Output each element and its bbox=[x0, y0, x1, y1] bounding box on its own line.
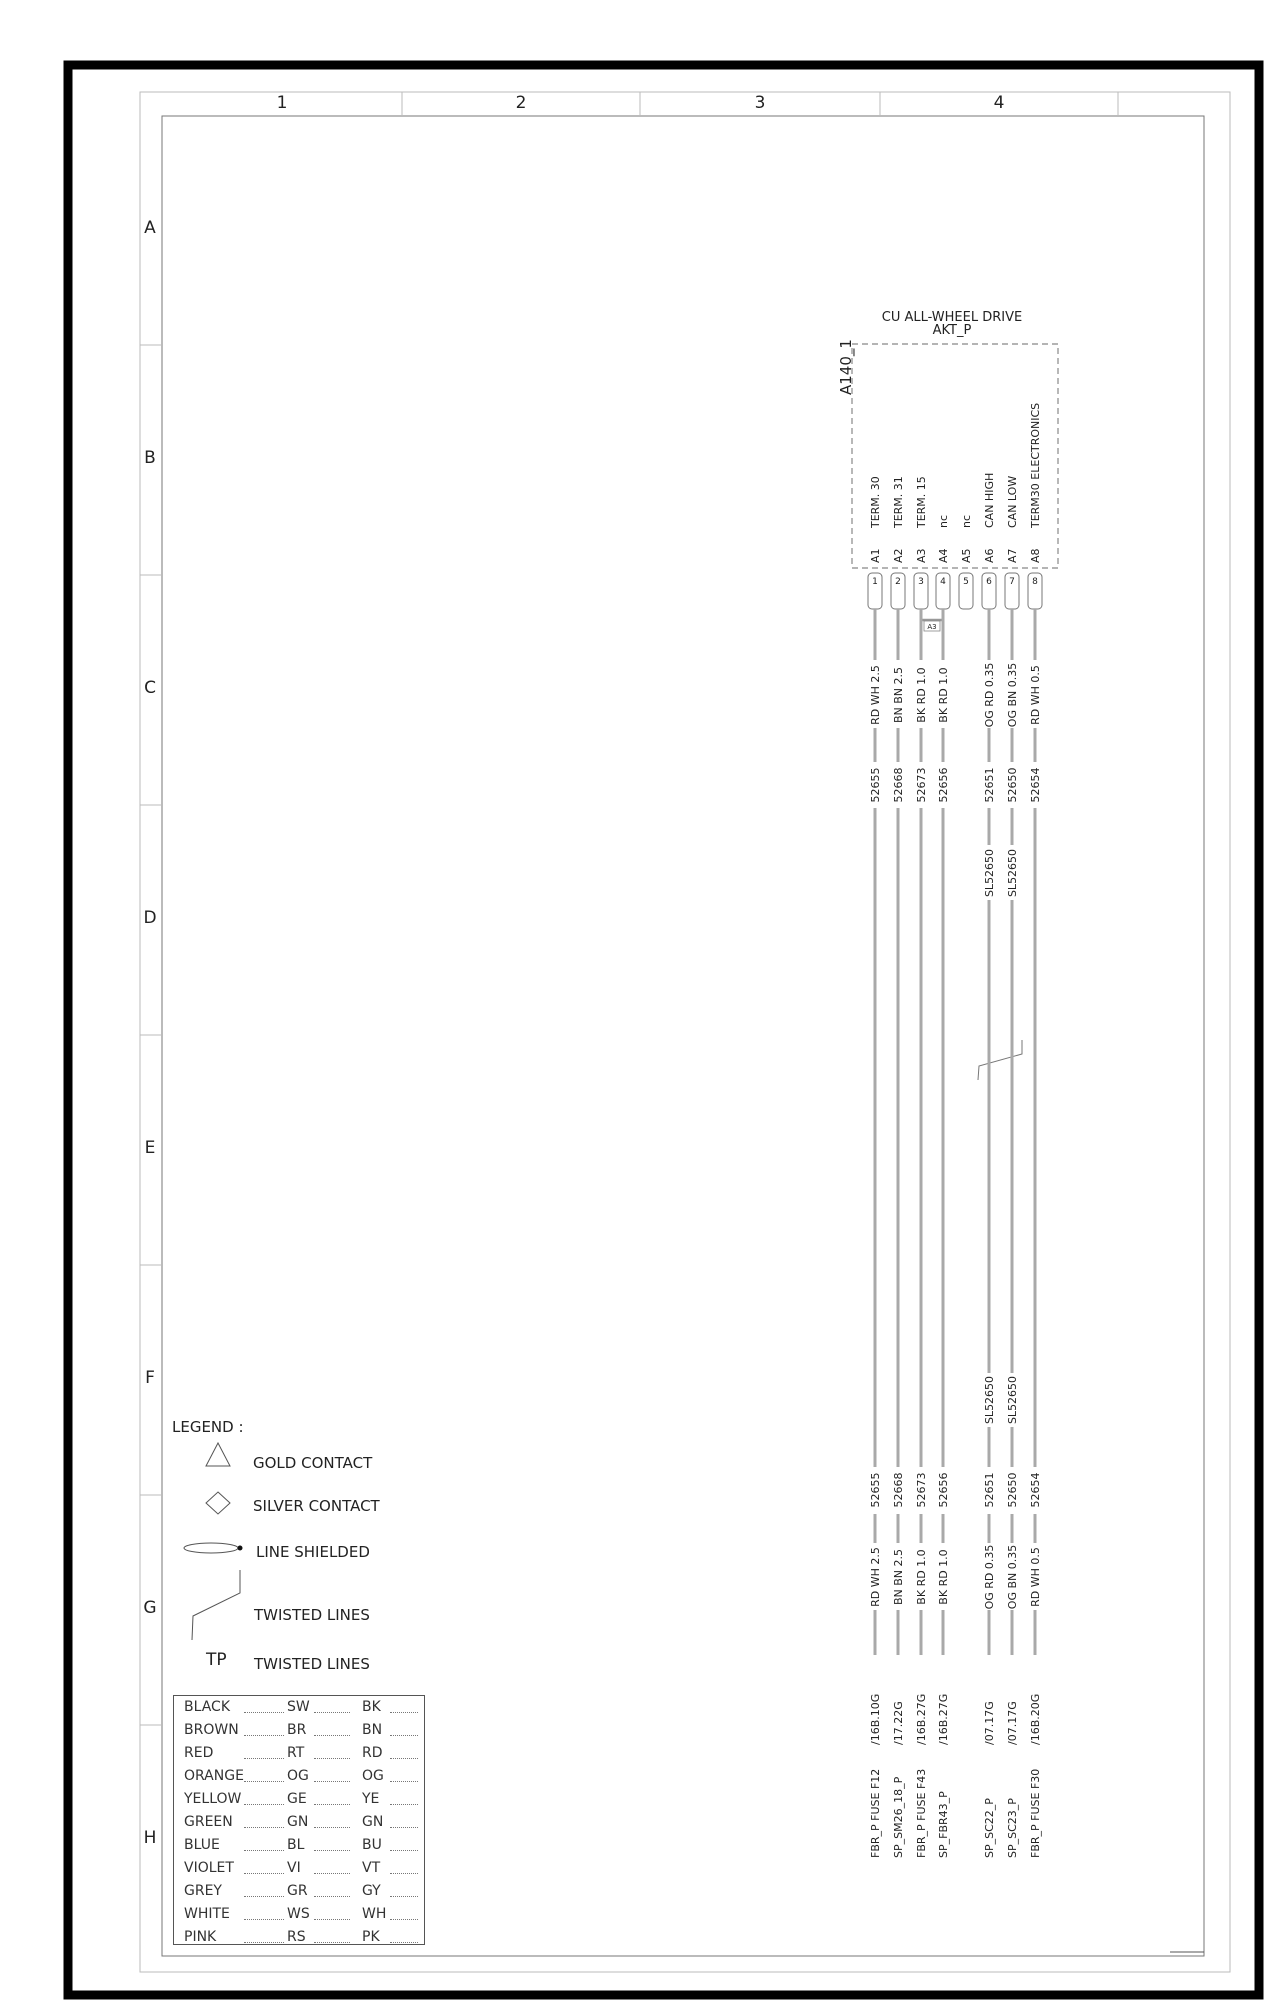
pin-id-label: A2 bbox=[892, 548, 905, 563]
wire-spec-label: RD WH 2.5 bbox=[869, 665, 882, 725]
color-code-en: GY bbox=[362, 1883, 381, 1899]
leader-dots bbox=[314, 1942, 350, 1943]
leader-dots bbox=[244, 1919, 284, 1920]
pin-function-label: TERM30 ELECTRONICS bbox=[1029, 402, 1042, 528]
wire-page-ref: /07.17G bbox=[983, 1701, 996, 1745]
color-name: ORANGE bbox=[184, 1768, 244, 1784]
silver-contact-icon bbox=[206, 1492, 230, 1514]
color-code-de: BR bbox=[287, 1722, 307, 1738]
leader-dots bbox=[390, 1758, 418, 1759]
pin-id-label: A5 bbox=[960, 548, 973, 563]
pin-function-label: CAN LOW bbox=[1006, 475, 1019, 528]
legend-line-shielded-label: LINE SHIELDED bbox=[256, 1543, 370, 1561]
wire-id-label: 52656 bbox=[937, 767, 950, 803]
column-label-4: 4 bbox=[993, 93, 1005, 113]
column-label-1: 1 bbox=[276, 93, 288, 113]
row-label-h: H bbox=[143, 1828, 157, 1848]
color-code-de: RT bbox=[287, 1745, 305, 1761]
leader-dots bbox=[244, 1827, 284, 1828]
drawing-border bbox=[162, 116, 1204, 1956]
leader-dots bbox=[314, 1712, 350, 1713]
color-code-de: BL bbox=[287, 1837, 305, 1853]
leader-dots bbox=[314, 1781, 350, 1782]
line-shielded-icon bbox=[184, 1543, 238, 1553]
color-code-de: GR bbox=[287, 1883, 308, 1899]
color-code-de: VI bbox=[287, 1860, 301, 1876]
leader-dots bbox=[244, 1850, 284, 1851]
color-code-row bbox=[174, 1765, 424, 1788]
pins-layer bbox=[868, 403, 1042, 609]
row-label-e: E bbox=[144, 1138, 156, 1158]
leader-dots bbox=[244, 1712, 284, 1713]
wire-id-label-lower: 52655 bbox=[869, 1472, 882, 1508]
pin-number: 6 bbox=[986, 577, 992, 587]
wire-spec-label: OG BN 0.35 bbox=[1006, 662, 1019, 728]
color-name: GREEN bbox=[184, 1814, 233, 1830]
color-code-row bbox=[174, 1811, 424, 1834]
color-code-en: YE bbox=[362, 1791, 380, 1807]
wire-id-label: 52655 bbox=[869, 767, 882, 803]
wires-layer bbox=[869, 609, 1042, 1858]
color-code-de: OG bbox=[287, 1768, 309, 1784]
wire-id-label: 52668 bbox=[892, 767, 905, 803]
column-label-2: 2 bbox=[515, 93, 527, 113]
color-code-en: RD bbox=[362, 1745, 383, 1761]
leader-dots bbox=[244, 1804, 284, 1805]
color-code-en: WH bbox=[362, 1906, 387, 1922]
legend-tp-symbol: TP bbox=[206, 1650, 227, 1670]
wire-spec-label-lower: OG RD 0.35 bbox=[983, 1544, 996, 1610]
leader-dots bbox=[314, 1850, 350, 1851]
leader-dots bbox=[314, 1919, 350, 1920]
wire-page-ref: /16B.20G bbox=[1029, 1693, 1042, 1745]
wire-page-ref: /16B.10G bbox=[869, 1693, 882, 1745]
component-title: CU ALL-WHEEL DRIVE bbox=[881, 310, 1023, 325]
color-code-en: GN bbox=[362, 1814, 384, 1830]
wire-shield-label: SL52650 bbox=[1006, 848, 1019, 898]
wire-shield-label-lower: SL52650 bbox=[1006, 1375, 1019, 1425]
leader-dots bbox=[390, 1873, 418, 1874]
leader-dots bbox=[390, 1919, 418, 1920]
color-code-row bbox=[174, 1696, 424, 1719]
legend-silver-contact-label: SILVER CONTACT bbox=[253, 1497, 380, 1515]
leader-dots bbox=[390, 1712, 418, 1713]
color-code-row bbox=[174, 1788, 424, 1811]
leader-dots bbox=[314, 1896, 350, 1897]
color-name: RED bbox=[184, 1745, 214, 1761]
leader-dots bbox=[390, 1896, 418, 1897]
wire-id-label-lower: 52668 bbox=[892, 1472, 905, 1508]
wire-destination: FBR_P FUSE F30 bbox=[1029, 1768, 1042, 1858]
wire-spec-label: BN BN 2.5 bbox=[892, 666, 905, 724]
color-code-en: BK bbox=[362, 1699, 381, 1715]
pin-bridge bbox=[921, 611, 943, 620]
leader-dots bbox=[390, 1850, 418, 1851]
wire-shield-label-lower: SL52650 bbox=[983, 1375, 996, 1425]
color-code-de: SW bbox=[287, 1699, 310, 1715]
leader-dots bbox=[390, 1781, 418, 1782]
wire-spec-label: BK RD 1.0 bbox=[915, 667, 928, 723]
color-code-row bbox=[174, 1903, 424, 1926]
twisted-pair-mark bbox=[978, 1040, 1022, 1080]
color-name: PINK bbox=[184, 1929, 217, 1945]
line-shielded-dot-icon bbox=[238, 1546, 243, 1551]
color-code-de: WS bbox=[287, 1906, 310, 1922]
pin-function-label: TERM. 31 bbox=[892, 476, 905, 528]
row-dividers bbox=[140, 345, 162, 1725]
wire-destination: SP_SC23_P bbox=[1006, 1798, 1019, 1858]
wire-page-ref: /17.22G bbox=[892, 1701, 905, 1745]
wire-spec-label-lower: BN BN 2.5 bbox=[892, 1548, 905, 1606]
row-label-b: B bbox=[144, 448, 156, 468]
wire-id-label-lower: 52656 bbox=[937, 1472, 950, 1508]
wire-id-label-lower: 52651 bbox=[983, 1472, 996, 1508]
wire-spec-label: OG RD 0.35 bbox=[983, 662, 996, 728]
pin-number: 4 bbox=[940, 577, 946, 587]
gold-contact-icon bbox=[206, 1443, 230, 1466]
pin-function-label: nc bbox=[960, 514, 973, 528]
color-code-de: GE bbox=[287, 1791, 307, 1807]
color-code-en: OG bbox=[362, 1768, 384, 1784]
wire-spec-label: BK RD 1.0 bbox=[937, 667, 950, 723]
wire-id-label: 52650 bbox=[1006, 767, 1019, 803]
bridge-label: A3 bbox=[927, 623, 937, 631]
pin-number: 7 bbox=[1009, 577, 1015, 587]
leader-dots bbox=[314, 1827, 350, 1828]
wire-id-label-lower: 52673 bbox=[915, 1472, 928, 1508]
pin-id-label: A3 bbox=[915, 548, 928, 563]
color-code-de: RS bbox=[287, 1929, 306, 1945]
color-name: BLUE bbox=[184, 1837, 220, 1853]
leader-dots bbox=[244, 1873, 284, 1874]
component-ref: A140_1 bbox=[837, 339, 855, 395]
leader-dots bbox=[314, 1804, 350, 1805]
color-code-row bbox=[174, 1742, 424, 1765]
legend-tp-twisted-lines-label: TWISTED LINES bbox=[254, 1655, 370, 1673]
color-name: WHITE bbox=[184, 1906, 230, 1922]
color-code-row bbox=[174, 1880, 424, 1903]
leader-dots bbox=[314, 1873, 350, 1874]
color-code-table bbox=[173, 1695, 425, 1945]
color-name: YELLOW bbox=[184, 1791, 242, 1807]
color-code-en: BU bbox=[362, 1837, 382, 1853]
color-code-row bbox=[174, 1834, 424, 1857]
legend-gold-contact-label: GOLD CONTACT bbox=[253, 1454, 373, 1472]
leader-dots bbox=[314, 1735, 350, 1736]
color-code-row bbox=[174, 1857, 424, 1880]
row-label-f: F bbox=[145, 1368, 155, 1388]
wire-destination: FBR_P FUSE F43 bbox=[915, 1768, 928, 1858]
color-code-row bbox=[174, 1719, 424, 1742]
pin-function-label: CAN HIGH bbox=[983, 472, 996, 528]
wire-destination: SP_SM26_18_P bbox=[892, 1776, 905, 1858]
leader-dots bbox=[314, 1758, 350, 1759]
pin-function-label: nc bbox=[937, 514, 950, 528]
color-code-en: VT bbox=[362, 1860, 381, 1876]
wire-spec-label-lower: RD WH 2.5 bbox=[869, 1547, 882, 1607]
wire-id-label-lower: 52654 bbox=[1029, 1472, 1042, 1508]
leader-dots bbox=[390, 1827, 418, 1828]
twisted-lines-icon bbox=[192, 1570, 240, 1640]
leader-dots bbox=[244, 1758, 284, 1759]
pin-id-label: A8 bbox=[1029, 548, 1042, 563]
wire-page-ref: /16B.27G bbox=[915, 1693, 928, 1745]
column-label-3: 3 bbox=[754, 93, 766, 113]
leader-dots bbox=[390, 1735, 418, 1736]
wire-spec-label-lower: RD WH 0.5 bbox=[1029, 1547, 1042, 1607]
pin-function-label: TERM. 15 bbox=[915, 476, 928, 528]
color-code-de: GN bbox=[287, 1814, 309, 1830]
color-name: BLACK bbox=[184, 1699, 231, 1715]
wire-id-label: 52673 bbox=[915, 767, 928, 803]
wire-destination: SP_SC22_P bbox=[983, 1798, 996, 1858]
pin-id-label: A1 bbox=[869, 548, 882, 563]
color-name: BROWN bbox=[184, 1722, 239, 1738]
leader-dots bbox=[390, 1942, 418, 1943]
wire-page-ref: /16B.27G bbox=[937, 1693, 950, 1745]
wire-spec-label-lower: BK RD 1.0 bbox=[937, 1549, 950, 1605]
wire-spec-label-lower: BK RD 1.0 bbox=[915, 1549, 928, 1605]
pin-id-label: A4 bbox=[937, 548, 950, 563]
wire-destination: FBR_P FUSE F12 bbox=[869, 1768, 882, 1858]
legend-twisted-lines-label: TWISTED LINES bbox=[254, 1606, 370, 1624]
pin-number: 2 bbox=[895, 577, 901, 587]
wire-spec-label-lower: OG BN 0.35 bbox=[1006, 1544, 1019, 1610]
leader-dots bbox=[244, 1781, 284, 1782]
color-name: VIOLET bbox=[184, 1860, 234, 1876]
component-subtitle: AKT_P bbox=[932, 323, 972, 338]
row-label-a: A bbox=[144, 218, 156, 238]
leader-dots bbox=[390, 1804, 418, 1805]
wire-id-label: 52654 bbox=[1029, 767, 1042, 803]
legend-title: LEGEND : bbox=[172, 1418, 244, 1436]
row-label-d: D bbox=[143, 908, 157, 928]
wire-page-ref: /07.17G bbox=[1006, 1701, 1019, 1745]
pin-number: 8 bbox=[1032, 577, 1038, 587]
pin-number: 5 bbox=[963, 577, 969, 587]
color-code-en: BN bbox=[362, 1722, 383, 1738]
wire-id-label: 52651 bbox=[983, 767, 996, 803]
wire-spec-label: RD WH 0.5 bbox=[1029, 665, 1042, 725]
leader-dots bbox=[244, 1942, 284, 1943]
pin-number: 1 bbox=[872, 577, 878, 587]
pin-number: 3 bbox=[918, 577, 924, 587]
pin-function-label: TERM. 30 bbox=[869, 476, 882, 528]
wire-shield-label: SL52650 bbox=[983, 848, 996, 898]
color-name: GREY bbox=[184, 1883, 222, 1899]
color-code-row bbox=[174, 1926, 424, 1949]
zone-border bbox=[140, 92, 1230, 1972]
wire-id-label-lower: 52650 bbox=[1006, 1472, 1019, 1508]
leader-dots bbox=[244, 1735, 284, 1736]
leader-dots bbox=[244, 1896, 284, 1897]
color-code-en: PK bbox=[362, 1929, 380, 1945]
row-label-g: G bbox=[143, 1598, 157, 1618]
wire-destination: SP_FBR43_P bbox=[937, 1791, 950, 1858]
pin-id-label: A6 bbox=[983, 548, 996, 563]
pin-id-label: A7 bbox=[1006, 548, 1019, 563]
row-label-c: C bbox=[144, 678, 156, 698]
component-box bbox=[852, 344, 1058, 568]
